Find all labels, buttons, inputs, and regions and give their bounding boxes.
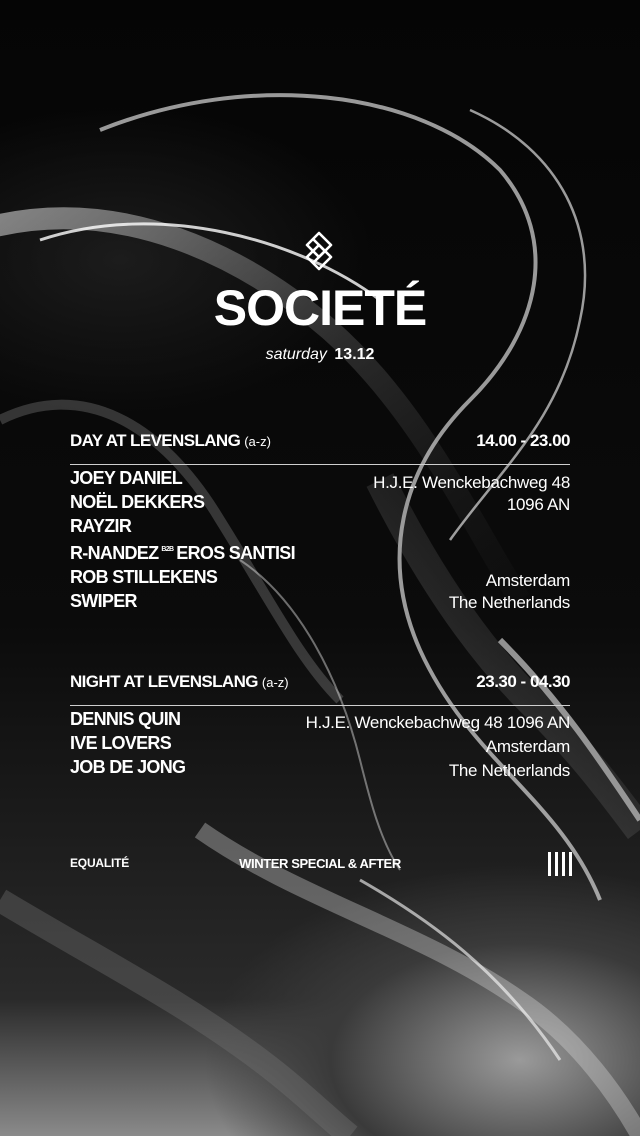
- night-venue-address: [306, 711, 570, 783]
- day-session-header: [70, 428, 570, 454]
- day-venue-address: [373, 472, 570, 516]
- venue-city: Amsterdam: [485, 571, 570, 590]
- day-session-divider: [70, 464, 570, 465]
- footer-brand: EQUALITÉ: [70, 856, 130, 870]
- artist-name: SWIPER: [70, 591, 137, 611]
- artist-name: DENNIS QUIN: [70, 709, 181, 729]
- event-title: SOCIETÉ: [213, 280, 427, 336]
- venue-city: Amsterdam: [485, 737, 570, 756]
- artist-name: ROB STILLEKENS: [70, 567, 218, 587]
- night-lineup: [70, 707, 185, 779]
- venue-postcode: 1096 AN: [506, 495, 570, 514]
- footer-tagline: WINTER SPECIAL & AFTER: [239, 856, 401, 871]
- event-date-value: 13.12: [334, 346, 375, 363]
- night-session: [70, 669, 570, 789]
- artist-name: EROS SANTISI: [176, 543, 295, 563]
- artist-name: R-NANDEZ: [70, 543, 159, 563]
- venue-country: The Netherlands: [448, 593, 570, 612]
- day-session-sort: (a-z): [244, 434, 271, 449]
- b2b-label: B2B: [161, 546, 174, 553]
- day-lineup: [70, 466, 295, 613]
- night-session-header: [70, 669, 570, 695]
- event-date: [0, 344, 640, 366]
- night-session-divider: [70, 705, 570, 706]
- interlocking-diamond-logo-icon: [298, 230, 340, 272]
- night-session-title: NIGHT AT LEVENSLANG: [70, 672, 258, 691]
- day-session: [70, 428, 570, 628]
- artist-name: JOB DE JONG: [70, 757, 186, 777]
- venue-street: H.J.E. Wenckebachweg 48: [373, 473, 570, 492]
- event-weekday: saturday: [265, 346, 327, 363]
- artist-name: NOËL DEKKERS: [70, 492, 205, 512]
- artist-name: JOEY DANIEL: [70, 468, 182, 488]
- night-session-sort: (a-z): [261, 675, 289, 690]
- artist-name: IVE LOVERS: [70, 733, 172, 753]
- day-session-time: 14.00 - 23.00: [476, 431, 570, 450]
- day-venue-city: [449, 570, 570, 614]
- artist-name: RAYZIR: [70, 516, 132, 536]
- day-session-title: DAY AT LEVENSLANG: [70, 431, 241, 450]
- artist-b2b-pair: [70, 538, 295, 565]
- four-bars-icon: [548, 852, 572, 876]
- night-session-time: 23.30 - 04.30: [476, 672, 570, 691]
- venue-country: The Netherlands: [448, 761, 570, 780]
- venue-address-line: H.J.E. Wenckebachweg 48 1096 AN: [305, 713, 570, 732]
